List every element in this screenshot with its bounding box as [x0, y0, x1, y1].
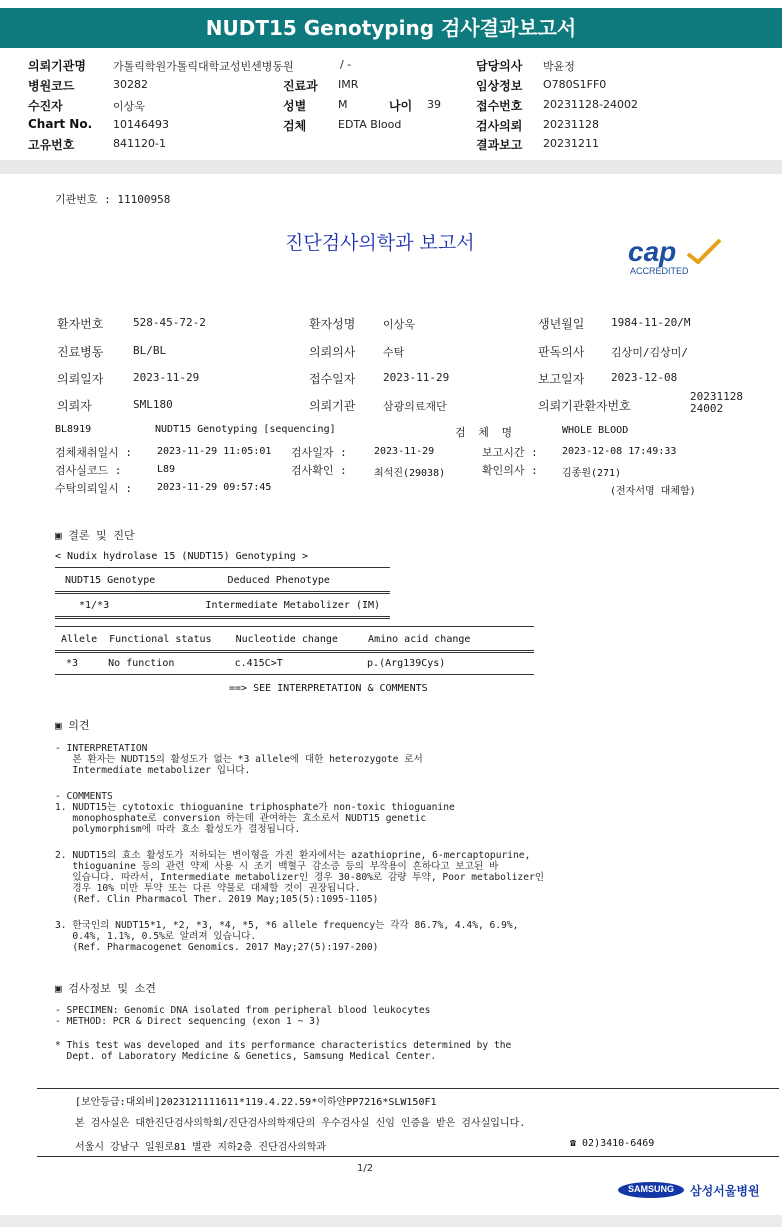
patient-value: BL/BL	[133, 344, 167, 357]
allele-table-header: Allele Functional status Nucleotide change Amino acid change	[61, 634, 471, 645]
header-value: 30282	[113, 78, 148, 91]
patient-label: 접수일자	[309, 372, 356, 386]
cap-accredited-logo	[628, 236, 728, 280]
comment-line: 2. NUDT15의 효소 활성도가 저하되는 변이형을 가진 환자에서는 azathioprine, 6-mercaptopurine,	[55, 850, 531, 861]
table-rule	[55, 616, 390, 617]
report-title-bar	[0, 8, 782, 48]
interpretation-line: 본 환자는 NUDT15의 활성도가 없는 *3 allele에 대한 heterozygote 로서	[55, 754, 423, 765]
meta-value: 2023-11-29 11:05:01	[157, 446, 272, 457]
patient-value: SML180	[133, 398, 173, 411]
comment-line: monophosphate로 conversion 하는데 관여하는 효소로서 NUDT15 genetic	[55, 813, 427, 824]
header-label: 접수번호	[476, 99, 523, 113]
test-name: NUDT15 Genotyping [sequencing]	[155, 424, 336, 435]
cap-logo-text: cap	[628, 236, 677, 267]
footer-rule	[37, 1088, 779, 1089]
patient-label: 보고일자	[538, 372, 585, 386]
meta-label: 확인의사 :	[482, 464, 538, 477]
table-rule	[55, 626, 534, 627]
interpretation-line: Intermediate metabolizer 입니다.	[55, 765, 251, 776]
header-label: 진료과	[283, 79, 318, 93]
patient-label: 판독의사	[538, 345, 585, 359]
test-code: BL8919	[55, 424, 92, 435]
header-label: 나이	[389, 99, 413, 113]
lab-phone: ☎ 02)3410-6469	[570, 1138, 655, 1149]
header-value: EDTA Blood	[338, 118, 402, 131]
header-label: 병원코드	[28, 79, 75, 93]
interpretation-line: - INTERPRETATION	[55, 743, 148, 754]
specimen-value: WHOLE BLOOD	[562, 425, 629, 436]
header-value: O780S1FF0	[543, 78, 607, 91]
header-value: M	[338, 98, 348, 111]
table-rule	[55, 674, 534, 675]
hospital-name: 삼성서울병원	[690, 1184, 760, 1198]
header-label: Chart No.	[28, 117, 93, 131]
header-value: 이상욱	[113, 100, 145, 113]
comment-line: - COMMENTS	[55, 791, 113, 802]
meta-label: 검사확인 :	[291, 464, 347, 477]
section-opinion-title: ▣ 의견	[55, 719, 90, 732]
header-label: 의뢰기관명	[28, 59, 86, 73]
table-rule	[55, 591, 390, 592]
comment-line: polymorphism에 따라 효소 활성도가 결정됩니다.	[55, 824, 301, 835]
page-bottom-band	[0, 1215, 782, 1227]
header-label: 임상정보	[476, 79, 523, 93]
genotype-table-header: NUDT15 Genotype Deduced Phenotype	[65, 575, 330, 586]
table-rule	[55, 618, 390, 619]
patient-label: 환자번호	[57, 317, 104, 331]
comment-line: 3. 한국인의 NUDT15*1, *2, *3, *4, *5, *6 allele frequency는 각각 86.7%, 4.4%, 6.9%,	[55, 920, 519, 931]
patient-label: 의뢰의사	[309, 345, 356, 359]
table-rule	[55, 593, 390, 594]
patient-label: 생년월일	[538, 317, 585, 331]
see-interpretation: ==> SEE INTERPRETATION & COMMENTS	[229, 683, 428, 694]
header-value: / -	[340, 58, 352, 71]
header-value: 가톨릭학원가톨릭대학교성빈센병동원	[113, 60, 294, 73]
samsung-logo	[618, 1182, 684, 1198]
page-number: 1/2	[357, 1163, 374, 1174]
comment-line: 0.4%, 1.1%, 0.5%로 알려져 있습니다.	[55, 931, 257, 942]
meta-value: 김종원(271)	[562, 468, 622, 479]
comment-line: thioguanine 등의 관련 약제 사용 시 조기 백혈구 감소증 등의 부작용이 흔하다고 보고된 바	[55, 861, 499, 872]
header-separator	[0, 160, 782, 174]
meta-value: 2023-11-29 09:57:45	[157, 482, 272, 493]
meta-value: 최석진(29038)	[374, 468, 446, 479]
patient-label: 의뢰일자	[57, 372, 104, 386]
patient-value: 2023112824002	[690, 390, 743, 415]
section-info-title: ▣ 검사정보 및 소견	[55, 982, 156, 995]
meta-label: 검사실코드 :	[55, 464, 122, 477]
header-value: 박윤정	[543, 60, 575, 73]
cap-check-icon	[684, 238, 724, 264]
info-line: - SPECIMEN: Genomic DNA isolated from peripheral blood leukocytes	[55, 1005, 431, 1016]
patient-label: 환자성명	[309, 317, 356, 331]
allele-table-row: *3 No function c.415C>T p.(Arg139Cys)	[66, 658, 446, 669]
section-result-title: ▣ 결론 및 진단	[55, 529, 135, 542]
e-signature-note: (전자서명 대체함)	[610, 486, 696, 497]
header-label: 결과보고	[476, 138, 523, 152]
header-value: 10146493	[113, 118, 169, 131]
table-rule	[55, 650, 534, 651]
header-label: 검사의뢰	[476, 119, 523, 133]
table-rule	[55, 652, 534, 653]
genotype-table-row: *1/*3 Intermediate Metabolizer (IM)	[79, 600, 381, 611]
cap-accredited-text: ACCREDITED	[630, 266, 689, 276]
footer-rule	[37, 1156, 779, 1157]
meta-value: 2023-11-29	[374, 446, 435, 457]
header-label: 담당의사	[476, 59, 523, 73]
certification-text: 본 검사실은 대한진단검사의학회/진단검사의학재단의 우수검사실 신임 인증을 받은 검사실입니다.	[75, 1118, 526, 1129]
disclaimer-line: Dept. of Laboratory Medicine & Genetics, Samsung Medical Center.	[55, 1051, 437, 1062]
comment-line: (Ref. Clin Pharmacol Ther. 2019 May;105(5):1095-1105)	[55, 894, 379, 905]
institution-number: 기관번호 : 11100958	[55, 193, 171, 206]
header-value: 39	[427, 98, 441, 111]
meta-label: 검사일자 :	[291, 446, 347, 459]
comment-line: 경우 10% 미만 투약 또는 다른 약물로 대체할 것이 권장됩니다.	[55, 883, 361, 894]
patient-value: 2023-11-29	[133, 371, 200, 384]
report-subtitle: 진단검사의학과 보고서	[285, 232, 475, 254]
header-value: IMR	[338, 78, 359, 91]
header-label: 고유번호	[28, 138, 75, 152]
patient-label: 의뢰기관	[309, 399, 356, 413]
comment-line: 있습니다. 따라서, Intermediate metabolizer인 경우 30-80%로 감량 투약, Poor metabolizer인	[55, 872, 545, 883]
disclaimer-line: * This test was developed and its performance characteristics determined by the	[55, 1040, 512, 1051]
patient-label: 의뢰자	[57, 399, 92, 413]
header-value: 841120-1	[113, 137, 166, 150]
gene-title: < Nudix hydrolase 15 (NUDT15) Genotyping >	[55, 551, 308, 562]
samsung-logo-text: SAMSUNG	[627, 1184, 674, 1194]
patient-value: 2023-11-29	[383, 371, 450, 384]
info-line: - METHOD: PCR & Direct sequencing (exon 1 ~ 3)	[55, 1016, 321, 1027]
meta-value: 2023-12-08 17:49:33	[562, 446, 677, 457]
patient-value: 삼광의료재단	[383, 400, 447, 413]
header-label: 수진자	[28, 99, 63, 113]
comment-line: (Ref. Pharmacogenet Genomics. 2017 May;27(5):197-200)	[55, 942, 379, 953]
meta-label: 보고시간 :	[482, 446, 538, 459]
patient-value: 김상미/김상미/	[611, 346, 689, 359]
comment-line: 1. NUDT15는 cytotoxic thioguanine triphosphate가 non-toxic thioguanine	[55, 802, 455, 813]
security-line: [보안등급:대외비]2023121111611*119.4.22.59*이하얀PP7216*SLW150F1	[75, 1097, 437, 1108]
patient-value: 이상욱	[383, 318, 415, 331]
patient-value: 2023-12-08	[611, 371, 678, 384]
header-label: 성별	[283, 99, 307, 113]
header-value: 20231128-24002	[543, 98, 638, 111]
report-title: NUDT15 Genotyping 검사결과보고서	[205, 16, 577, 40]
header-label: 검체	[283, 119, 307, 133]
patient-value: 528-45-72-2	[133, 316, 206, 329]
lab-address: 서울시 강남구 일원로81 별관 지하2층 진단검사의학과	[75, 1142, 327, 1153]
meta-label: 검체채취일시 :	[55, 446, 133, 459]
patient-label: 의뢰기관환자번호	[538, 399, 631, 413]
header-value: 20231211	[543, 137, 599, 150]
header-value: 20231128	[543, 118, 599, 131]
table-rule	[55, 567, 390, 568]
specimen-label: 검 체 명	[455, 426, 516, 439]
meta-value: L89	[157, 464, 176, 475]
patient-label: 진료병동	[57, 345, 104, 359]
patient-value: 수탁	[383, 346, 405, 359]
meta-label: 수탁의뢰일시 :	[55, 482, 133, 495]
patient-value: 1984-11-20/M	[611, 316, 691, 329]
